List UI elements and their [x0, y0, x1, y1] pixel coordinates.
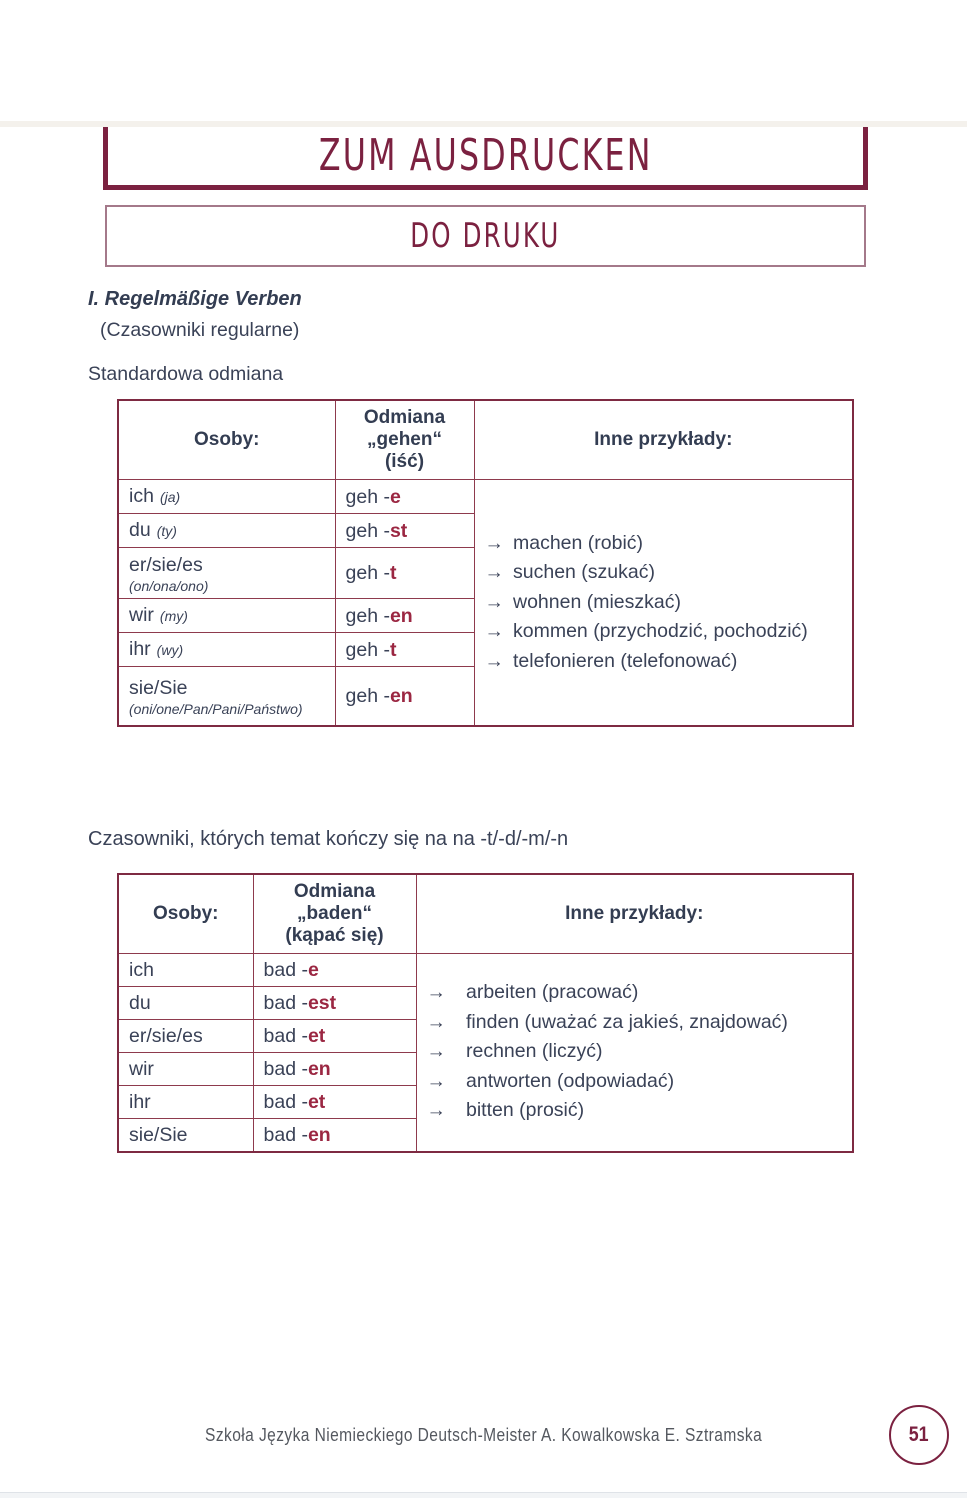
verb-ending: et	[307, 1090, 326, 1113]
example-item	[427, 1067, 847, 1097]
person-label: ihr	[129, 1090, 151, 1113]
column-header-conjugation: Odmiana „gehen“ (iść)	[335, 400, 474, 480]
table-header-row	[118, 874, 853, 954]
example-text: arbeiten (pracować)	[466, 981, 639, 1004]
person-translation: (on/ona/ono)	[129, 578, 209, 594]
subtitle-banner	[105, 205, 866, 267]
example-text: wohnen (mieszkać)	[513, 590, 681, 613]
column-header-examples: Inne przykłady:	[474, 400, 853, 480]
example-text: antworten (odpowiadać)	[466, 1069, 675, 1092]
person-label: ich	[129, 485, 154, 507]
arrow-icon: →	[484, 561, 504, 583]
page-number-badge	[889, 1405, 949, 1465]
footer-text: Szkoła Języka Niemieckiego Deutsch-Meister A. Kowalkowska E. Sztramska	[204, 1424, 763, 1445]
verb-stem: geh -	[345, 519, 390, 542]
person-label: wir	[129, 604, 154, 626]
verb-stem: bad -	[263, 1123, 308, 1146]
title-banner	[103, 121, 868, 190]
verb-ending: t	[389, 638, 397, 661]
arrow-icon: →	[426, 1040, 446, 1063]
column-header-examples: Inne przykłady:	[416, 874, 853, 954]
page-subtitle: DO DRUKU	[410, 216, 561, 256]
page-title: ZUM AUSDRUCKEN	[318, 130, 653, 181]
example-item	[427, 1037, 847, 1067]
verb-stem: geh -	[345, 562, 390, 584]
example-item	[485, 588, 847, 618]
person-translation: (ja)	[159, 489, 181, 505]
example-item	[427, 1008, 847, 1038]
verb-ending: est	[307, 991, 337, 1014]
person-label: er/sie/es	[129, 1024, 203, 1047]
person-label: wir	[129, 1057, 154, 1080]
example-text: machen (robić)	[513, 531, 644, 554]
person-label: sie/Sie	[129, 1123, 188, 1146]
page-number: 51	[909, 1423, 929, 1446]
verb-stem: geh -	[345, 485, 390, 508]
verb-stem: geh -	[345, 604, 390, 627]
example-item	[485, 558, 847, 588]
conjugation-table-gehen	[117, 399, 854, 727]
person-translation: (oni/one/Pan/Pani/Państwo)	[129, 700, 303, 717]
verb-stem: geh -	[345, 684, 390, 707]
bottom-edge-strip	[0, 1492, 967, 1498]
example-text: rechnen (liczyć)	[466, 1040, 603, 1063]
conjugation-table-baden	[117, 873, 854, 1153]
verb-ending: et	[307, 1024, 326, 1047]
example-item	[485, 617, 847, 647]
section-subheading: (Czasowniki regularne)	[100, 319, 300, 341]
person-label: sie/Sie	[129, 676, 188, 699]
person-label: ihr	[129, 638, 151, 660]
arrow-icon: →	[484, 590, 504, 613]
arrow-icon: →	[426, 1069, 446, 1092]
arrow-icon: →	[484, 620, 504, 642]
person-translation: (wy)	[156, 642, 184, 658]
person-label: du	[129, 991, 151, 1014]
arrow-icon: →	[426, 981, 446, 1004]
verb-stem: bad -	[263, 1024, 308, 1047]
examples-cell	[474, 480, 853, 726]
verb-ending: en	[389, 684, 413, 707]
table-row	[118, 480, 853, 514]
verb-ending: en	[307, 1123, 331, 1146]
example-item	[485, 529, 847, 559]
verb-ending: e	[307, 958, 319, 981]
examples-cell	[416, 953, 853, 1152]
verb-ending: en	[389, 604, 413, 627]
verb-stem: bad -	[263, 1057, 308, 1080]
verb-stem: bad -	[263, 958, 308, 981]
verb-ending: st	[389, 519, 408, 542]
verb-stem: bad -	[263, 991, 308, 1014]
example-item	[427, 1096, 847, 1126]
example-text: bitten (prosić)	[466, 1099, 585, 1122]
section-heading: I. Regelmäßige Verben	[88, 288, 302, 310]
arrow-icon: →	[484, 531, 504, 554]
table-header-row	[118, 400, 853, 480]
example-text: suchen (szukać)	[513, 561, 655, 583]
arrow-icon: →	[484, 649, 504, 672]
example-item	[427, 978, 847, 1008]
person-label: er/sie/es	[129, 554, 203, 576]
verb-ending: e	[389, 485, 401, 508]
verb-stem: geh -	[345, 638, 390, 661]
person-label: ich	[129, 958, 154, 981]
example-item	[485, 647, 847, 677]
table-row	[118, 953, 853, 986]
person-label: du	[129, 519, 151, 541]
example-text: finden (uważać za jakieś, znajdować)	[466, 1010, 788, 1033]
column-header-persons: Osoby:	[118, 400, 335, 480]
example-text: telefonieren (telefonować)	[513, 649, 738, 672]
arrow-icon: →	[426, 1010, 446, 1033]
column-header-conjugation: Odmiana „baden“ (kąpać się)	[253, 874, 416, 954]
table1-caption: Standardowa odmiana	[88, 363, 284, 385]
top-edge-strip	[0, 121, 967, 127]
arrow-icon: →	[426, 1099, 446, 1122]
person-translation: (ty)	[156, 523, 177, 539]
column-header-persons: Osoby:	[118, 874, 253, 954]
table2-intro-paragraph: Czasowniki, których temat kończy się na na -t/-d/-m/-n	[88, 827, 569, 850]
example-text: kommen (przychodzić, pochodzić)	[513, 620, 808, 642]
footer	[0, 1424, 967, 1446]
verb-ending: t	[389, 562, 397, 584]
person-translation: (my)	[159, 608, 188, 624]
verb-stem: bad -	[263, 1090, 308, 1113]
verb-ending: en	[307, 1057, 331, 1080]
